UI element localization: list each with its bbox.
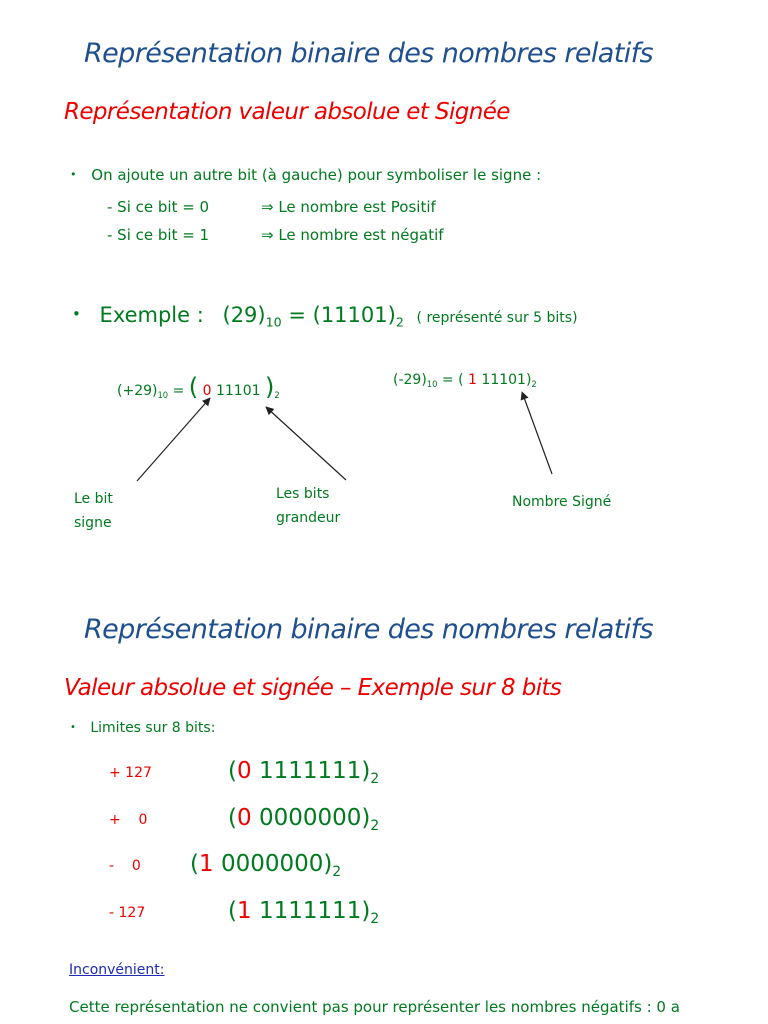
example-label: Exemple : xyxy=(99,303,204,327)
row-label: - 0 xyxy=(109,858,141,874)
positive-base: 2 xyxy=(274,389,280,400)
row-label: + 127 xyxy=(109,765,152,781)
row-binary xyxy=(228,898,380,927)
label-sign-bit-line2: signe xyxy=(74,515,112,531)
label-signed-number: Nombre Signé xyxy=(512,494,612,510)
limits-bullet xyxy=(70,720,215,736)
positive-close-paren: ) xyxy=(264,373,275,401)
row-binary xyxy=(228,758,380,787)
arrow-sign-bit xyxy=(137,398,210,481)
label-magnitude-line1: Les bits xyxy=(276,486,330,502)
row-magnitude: 0000000) xyxy=(220,851,333,877)
example-decimal-base: 10 xyxy=(265,314,282,330)
arrow-magnitude xyxy=(266,407,346,480)
row-binary xyxy=(190,851,342,880)
example-note: ( représenté sur 5 bits) xyxy=(416,310,578,326)
arrow-signed xyxy=(522,392,552,474)
slide1-subtitle: Représentation valeur absolue et Signée xyxy=(64,99,510,125)
row-magnitude: 1111111) xyxy=(258,758,371,784)
row-open-paren: ( xyxy=(190,851,199,877)
bullet-intro-text: On ajoute un autre bit (à gauche) pour symboliser le signe : xyxy=(91,166,542,184)
label-magnitude-line2: grandeur xyxy=(276,510,341,526)
limits-bullet-dot: • xyxy=(70,722,76,733)
row-open-paren: ( xyxy=(228,758,237,784)
positive-equals: = xyxy=(172,383,185,399)
limits-bullet-text: Limites sur 8 bits: xyxy=(90,720,216,736)
case1-result: ⇒ Le nombre est Positif xyxy=(261,198,436,216)
slide1-title: Représentation binaire des nombres relatifs xyxy=(84,38,653,69)
row-label: + 0 xyxy=(109,812,148,828)
positive-sign-bit: 0 xyxy=(202,383,212,399)
positive-lhs-base: 10 xyxy=(157,389,169,400)
row-binary xyxy=(228,805,380,834)
label-sign-bit xyxy=(74,487,113,535)
example-binary: (11101) xyxy=(312,303,396,327)
row-sign-bit: 1 xyxy=(198,851,214,877)
negative-lhs: (-29) xyxy=(393,372,427,388)
label-sign-bit-line1: Le bit xyxy=(74,491,113,507)
row-open-paren: ( xyxy=(228,898,237,924)
negative-lhs-base: 10 xyxy=(426,378,438,389)
row-magnitude: 1111111) xyxy=(258,898,371,924)
case1-condition: - Si ce bit = 0 xyxy=(107,198,210,216)
positive-lhs: (+29) xyxy=(117,383,158,399)
case2-condition: - Si ce bit = 1 xyxy=(107,226,210,244)
drawback-text: Cette représentation ne convient pas pour représenter les nombres négatifs : 0 a xyxy=(69,998,680,1016)
row-open-paren: ( xyxy=(228,805,237,831)
negative-base: 2 xyxy=(531,378,537,389)
example-bullet: • xyxy=(72,305,81,323)
label-magnitude-bits xyxy=(276,482,340,530)
row-base: 2 xyxy=(370,770,380,787)
row-label: - 127 xyxy=(109,905,146,921)
example-decimal: (29) xyxy=(222,303,266,327)
row-magnitude: 0000000) xyxy=(258,805,371,831)
row-base: 2 xyxy=(370,910,380,927)
row-base: 2 xyxy=(332,863,342,880)
slide2-title: Représentation binaire des nombres relatifs xyxy=(84,614,653,645)
slide2-subtitle: Valeur absolue et signée – Exemple sur 8 bits xyxy=(64,675,562,701)
row-base: 2 xyxy=(370,817,380,834)
negative-equals: = ( xyxy=(441,372,464,388)
negative-sign-bit: 1 xyxy=(468,372,477,388)
positive-open-paren: ( xyxy=(188,373,199,401)
negative-magnitude: 11101) xyxy=(481,372,532,388)
drawback-heading: Inconvénient: xyxy=(69,962,165,978)
row-sign-bit: 0 xyxy=(236,805,252,831)
positive-magnitude: 11101 xyxy=(215,383,261,399)
row-sign-bit: 0 xyxy=(236,758,252,784)
case2-result: ⇒ Le nombre est négatif xyxy=(261,226,444,244)
bullet-dot: • xyxy=(70,168,77,181)
example-binary-base: 2 xyxy=(395,314,404,330)
row-sign-bit: 1 xyxy=(236,898,252,924)
example-equals: = xyxy=(288,303,306,327)
